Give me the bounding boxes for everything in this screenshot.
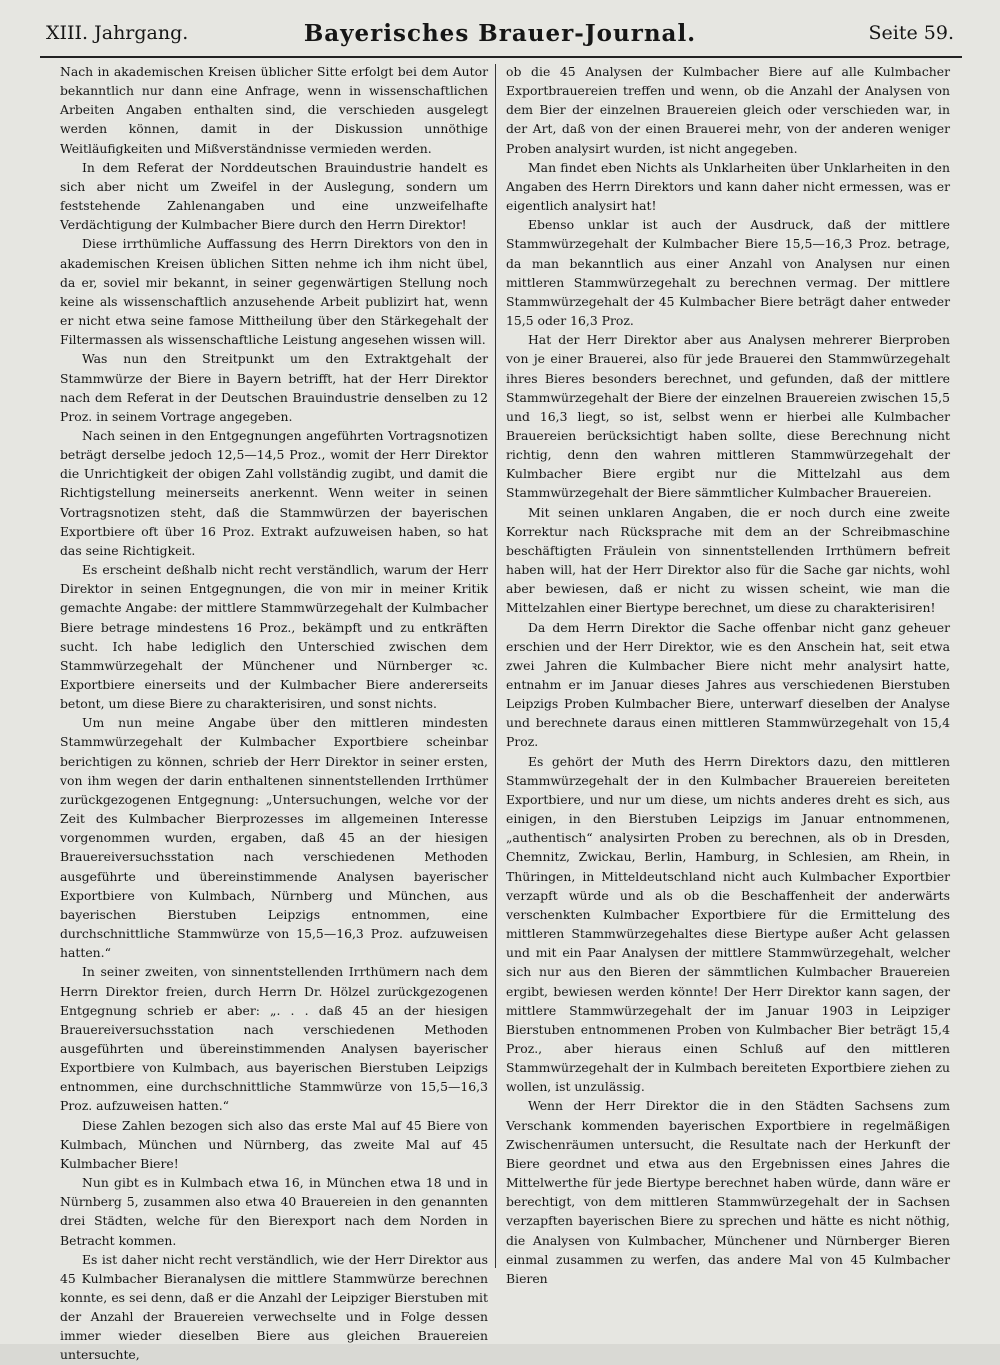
paragraph: Nun gibt es in Kulmbach etwa 16, in München etwa 18 und in Nürnberg 5, zusammen also etwa 40 Brauereien in den genannten drei Städten, welche für den Bierexport nach dem Norden in Betracht kommen. — [60, 1175, 488, 1248]
paragraph: Da dem Herrn Direktor die Sache offenbar nicht ganz geheuer erschien und der Herr Direktor, wie es den Anschein hat, seit etwa zwei Jahren die Kulmbacher Biere nicht mehr analysirt hatte, entnahm er im Januar dieses Jahres aus verschiedenen Bierstuben Leipzigs Proben Kulmbacher Biere, unterwarf dieselben der Analyse und berechnete daraus einen mittleren Stammwürzegehalt von 15,4 Proz. — [506, 619, 950, 750]
paragraph: Wenn der Herr Direktor die in den Städten Sachsens zum Verschank kommenden bayerischen Exportbiere in regelmäßigen Zwischenräumen untersucht, die Resultate nach der Herkunft der Biere geordnet und etwa aus den Ergebnissen eines Jahres die Mittelwerthe für jede Biertype berechnet haben würde, dann wäre er berechtigt, von dem mittleren Stammwürzegehalt der in Sachsen verzapften bayerischen Biere zu sprechen und hätte es nicht nöthig, die Analysen von Kulmbacher, Münchener und Nürnberger Bieren einmal zusammen zu werfen, das andere Mal von 45 Kulmbacher Bieren — [506, 1098, 950, 1286]
header-rule — [40, 56, 962, 58]
page-header — [38, 22, 962, 56]
paragraph: ob die 45 Analysen der Kulmbacher Biere auf alle Kulmbacher Exportbrauereien treffen und wenn, ob die Anzahl der Analysen von dem Bier der einzelnen Brauereien gleich oder verschieden war, in der Art, daß von der einen Brauerei mehr, von der anderen weniger Proben analysirt wurden, ist nicht angegeben. — [506, 64, 950, 156]
left-column — [60, 62, 489, 1363]
page-number: Seite 59. — [868, 22, 954, 44]
journal-title: Bayerisches Brauer-Journal. — [303, 20, 697, 47]
paragraph: In dem Referat der Norddeutschen Brauindustrie handelt es sich aber nicht um Zweifel in der Auslegung, sondern um feststehende Zahlenangaben und eine unzweifelhafte Verdächtigung der Kulmbacher Biere durch den Herrn Direktor! — [60, 159, 488, 233]
volume-label: XIII. Jahrgang. — [46, 22, 189, 44]
paragraph: Was nun den Streitpunkt um den Extraktgehalt der Stammwürze der Biere in Bayern betrifft, hat der Herr Direktor nach dem Referat in der Deutschen Brauindustrie denselben zu 12 Proz. in seinem Vortrage angegeben. — [60, 351, 488, 424]
right-column — [506, 62, 950, 1286]
column-divider — [495, 64, 496, 1268]
paragraph: Mit seinen unklaren Angaben, die er noch durch eine zweite Korrektur nach Rücksprache mit dem an der Schreibmaschine beschäftigten Fräulein von sinnentstellenden Irrthümern befreit haben will, hat der Herr Direktor also für die Sache gar nichts, wohl aber bewiesen, daß er nicht zu wissen scheint, wie man die Mittelzahlen einer Biertype berechnet, um diese zu charakterisiren! — [506, 504, 950, 616]
paragraph: In seiner zweiten, von sinnentstellenden Irrthümern nach dem Herrn Direktor freien, durch Herrn Dr. Hölzel zurückgezogenen Entgegnung schrieb er aber: „. . . daß 45 an der hiesigen Brauereiversuchsstation nach verschiedenen Methoden ausgeführten und übereinstimmenden Analysen bayerischer Exportbiere von Kulmbach, aus bayerischen Bierstuben Leipzigs entnommen, eine durchschnittliche Stammwürze von 15,5—16,3 Proz. aufzuweisen hatten.“ — [60, 964, 488, 1114]
paragraph: Es erscheint deßhalb nicht recht verständlich, warum der Herr Direktor in seinen Entgegnungen, die von mir in meiner Kritik gemachte Angabe: der mittlere Stammwürzegehalt der Kulmbacher Biere betrage mindestens 16 Proz., bekämpft und zu entkräften sucht. Ich habe lediglich den Unterschied zwischen dem Stammwürzegehalt der Münchener und Nürnberger ꝛc. Exportbiere einerseits und der Kulmbacher Biere andererseits betont, um diese Biere zu charakterisiren, und sonst nichts. — [60, 562, 489, 712]
paragraph: Man findet eben Nichts als Unklarheiten über Unklarheiten in den Angaben des Herrn Direktors und kann daher nicht ermessen, was er eigentlich analysirt hat! — [506, 159, 950, 214]
paragraph: Diese irrthümliche Auffassung des Herrn Direktors von den in akademischen Kreisen üblichen Sitten nehme ich ihm nicht übel, da er, soviel mir bekannt, in seiner gegenwärtigen Stellung noch keine als wissenschaftlich anzusehende Arbeit publizirt hat, wenn er nicht etwa seine famose Mittheilung über den Stärkegehalt der Filtermassen als wissenschaftliche Leistung angesehen wissen will. — [60, 236, 488, 348]
paragraph: Es ist daher nicht recht verständlich, wie der Herr Direktor aus 45 Kulmbacher Bieranalysen die mittlere Stammwürze berechnen konnte, es sei denn, daß er die Anzahl der Leipziger Bierstuben mit der Anzahl der Brauereien verwechselte und in Folge dessen immer wieder dieselben Biere aus gleichen Brauereien untersuchte, — [60, 1251, 488, 1363]
paragraph: Nach seinen in den Entgegnungen angeführten Vortragsnotizen beträgt derselbe jedoch 12,5—14,5 Proz., womit der Herr Direktor die Unrichtigkeit der obigen Zahl vollständig zugibt, und damit die Richtigstellung meinerseits anerkennt. Wenn weiter in seinen Vortragsnotizen steht, daß die Stammwürzen der bayerischen Exportbiere oft über 16 Proz. Extrakt aufzuweisen haben, so hat das seine Richtigkeit. — [60, 427, 488, 558]
paragraph: Hat der Herr Direktor aber aus Analysen mehrerer Bierproben von je einer Brauerei, also für jede Brauerei den Stammwürzegehalt ihres Bieres besonders berechnet, und gefunden, daß der mittlere Stammwürzegehalt der Biere der einzelnen Brauereien zwischen 15,5 und 16,3 liegt, so ist, selbst wenn er hierbei alle Kulmbacher Brauereien berücksichtigt haben sollte, diese Berechnung nicht richtig, denn den wahren mittleren Stammwürzegehalt der Kulmbacher Biere ergibt nur die Mittelzahl aus dem Stammwürzegehalt der Biere sämmtlicher Kulmbacher Brauereien. — [506, 332, 950, 501]
paragraph: Um nun meine Angabe über den mittleren mindesten Stammwürzegehalt der Kulmbacher Exportbiere scheinbar berichtigen zu können, schrieb der Herr Direktor in seiner ersten, von ihm wegen der darin enthaltenen sinnentstellenden Irrthümer zurückgezogenen Entgegnung: „Untersuchungen, welche vor der Zeit des Kulmbacher Bierprozesses im allgemeinen Interesse vorgenommen wurden, ergaben, daß 45 an der hiesigen Brauereiversuchsstation nach verschiedenen Methoden ausgeführte und übereinstimmende Analysen bayerischer Exportbiere von Kulmbach, Nürnberg und München, aus bayerischen Bierstuben Leipzigs entnommen, eine durchschnittliche Stammwürze von 15,5—16,3 Proz. aufzuweisen hatten.“ — [60, 715, 488, 961]
paragraph: Diese Zahlen bezogen sich also das erste Mal auf 45 Biere von Kulmbach, München und Nürnberg, das zweite Mal auf 45 Kulmbacher Biere! — [60, 1117, 488, 1171]
paragraph: Es gehört der Muth des Herrn Direktors dazu, den mittleren Stammwürzegehalt der in den Kulmbacher Brauereien bereiteten Exportbiere, und nur um diese, um nichts anderes dreht es sich, aus einigen, in den Bierstuben Leipzigs im Januar entnommenen, „authentisch“ analysirten Proben zu berechnen, als ob in Dresden, Chemnitz, Zwickau, Berlin, Hamburg, in Schlesien, am Rhein, in Thüringen, in Mitteldeutschland nicht auch Kulmbacher Exportbier verzapft würde und als ob die Beschaffenheit der anderwärts verschenkten Kulmbacher Exportbiere für die Ermittelung des mittleren Stammwürzegehaltes diese Biertype außer Acht gelassen und mit ein Paar Analysen der mittlere Stammwürzegehalt, welcher sich nur aus den Bieren der sämmtlichen Kulmbacher Brauereien ergibt, bewiesen werden könnte! Der Herr Direktor kann sagen, der mittlere Stammwürzegehalt der im Januar 1903 in Leipziger Bierstuben entnommenen Proben von Kulmbacher Bier beträgt 15,4 Proz., aber hieraus einen Schluß auf den mittleren Stammwürzegehalt der in Kulmbach bereiteten Exportbiere ziehen zu wollen, ist unzulässig. — [506, 753, 950, 1095]
paragraph: Ebenso unklar ist auch der Ausdruck, daß der mittlere Stammwürzegehalt der Kulmbacher Biere 15,5—16,3 Proz. betrage, da man bekanntlich aus einer Anzahl von Analysen nur einen mittleren Stammwürzegehalt zu berechnen vermag. Der mittlere Stammwürzegehalt der 45 Kulmbacher Biere beträgt daher entweder 15,5 oder 16,3 Proz. — [506, 217, 950, 329]
paragraph: Nach in akademischen Kreisen üblicher Sitte erfolgt bei dem Autor bekanntlich nur dann eine Anfrage, wenn in wissenschaftlichen Arbeiten Angaben enthalten sind, die verschieden ausgelegt werden können, damit in der Diskussion unnöthige Weitläufigkeiten und Mißverständnisse vermieden werden. — [60, 64, 488, 156]
